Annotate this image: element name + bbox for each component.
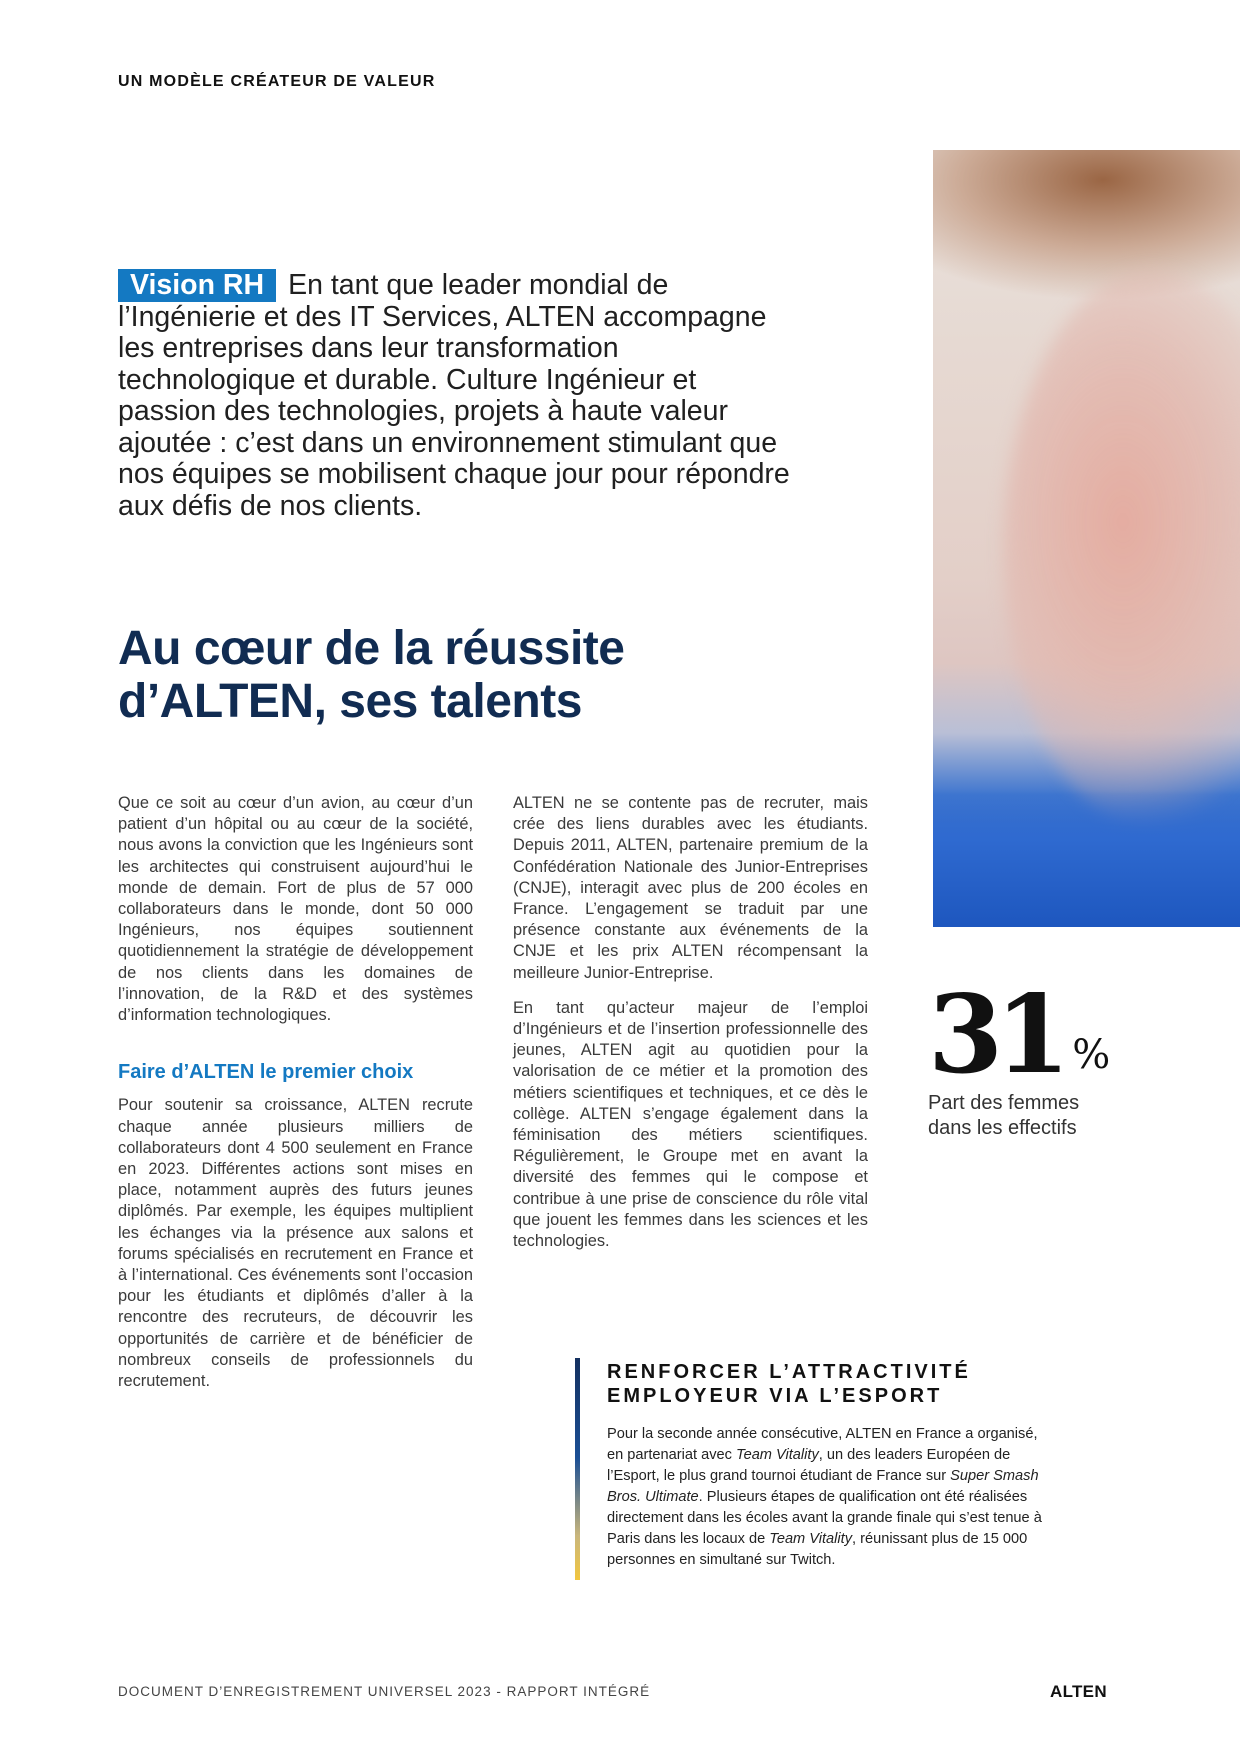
- callout-title-line-1: RENFORCER L’ATTRACTIVITÉ: [607, 1361, 971, 1383]
- callout-text-4: , réunissant plus de 15 000 personnes en simultané sur Twitch.: [607, 1531, 1028, 1568]
- callout-text-2: , un des leaders Européen de l’Esport, le plus grand tournoi étudiant de France sur: [607, 1447, 1011, 1484]
- stat-label: [928, 1091, 1168, 1141]
- callout-italic-2: Super Smash Bros. Ultimate: [607, 1468, 1039, 1505]
- vision-rh-tag: Vision RH: [118, 269, 276, 302]
- photo-face-area: [1003, 270, 1240, 830]
- callout-text-3: . Plusieurs étapes de qualification ont été réalisées directement dans les écoles avant la grande finale qui s’est tenue à Paris dans les locaux de: [607, 1489, 1042, 1547]
- intro-text: En tant que leader mondial de l’Ingénierie et des IT Services, ALTEN accompagne les entreprises dans leur transformation technologique et durable. Culture Ingénieur et passion des technologies, projets à haute valeur ajoutée : c’est dans un environnement stimulant que nos équipes se mobilisent chaque jour pour répondre aux défis de nos clients.: [118, 269, 790, 522]
- body-column-1: [118, 793, 473, 1406]
- stat-label-line-1: Part des femmes: [928, 1092, 1080, 1114]
- callout-text-1: Pour la seconde année consécutive, ALTEN en France a organisé, en partenariat avec: [607, 1426, 1038, 1463]
- callout-title: [607, 1360, 971, 1408]
- footer-document-title: DOCUMENT D’ENREGISTREMENT UNIVERSEL 2023 - RAPPORT INTÉGRÉ: [118, 1684, 651, 1699]
- footer-brand-logo: ALTEN: [1050, 1682, 1107, 1701]
- callout-body: [607, 1424, 1057, 1571]
- column1-subheading: Faire d’ALTEN le premier choix: [118, 1061, 414, 1084]
- photo-shirt-area: [933, 790, 1240, 927]
- stat-label-line-2: dans les effectifs: [928, 1117, 1077, 1139]
- portrait-photo: [933, 150, 1240, 927]
- stat-unit: %: [1072, 1032, 1111, 1078]
- callout-title-line-2: EMPLOYEUR VIA L’ESPORT: [607, 1385, 943, 1407]
- column1-paragraph-1: Que ce soit au cœur d’un avion, au cœur d’un patient d’un hôpital ou au cœur de la société, nous avons la conviction que les Ingénieurs sont les architectes qui construisent aujourd’hui le monde de demain. Fort de plus de 57 000 collaborateurs dans le monde, dont 50 000 Ingénieurs, nos équipes soutiennent quotidiennement la stratégie de développement de nos clients dans les domaines de l’innovation, de la R&D et des systèmes d’information technologiques.: [118, 794, 473, 1025]
- column1-paragraph-2: Pour soutenir sa croissance, ALTEN recrute chaque année plusieurs milliers de collaborateurs dont 4 500 seulement en France en 2023. Différentes actions sont mises en place, notamment auprès des futurs jeunes diplômés. Par exemple, les équipes multiplient les échanges via la présence aux salons et forums spécialisés en recrutement en France et à l’international. Ces événements sont l’occasion pour les étudiants et diplômés d’aller à la rencontre des recruteurs, de découvrir les opportunités de carrière et de bénéficier de nombreux conseils de professionnels du recrutement.: [118, 1096, 473, 1391]
- intro-paragraph: [118, 270, 798, 522]
- section-kicker: UN MODÈLE CRÉATEUR DE VALEUR: [118, 73, 436, 90]
- callout-italic-1: Team Vitality: [736, 1447, 819, 1463]
- headline-line-1: Au cœur de la réussite: [118, 622, 625, 675]
- column2-paragraph-2: En tant qu’acteur majeur de l’emploi d’Ingénieurs et de l’insertion professionnelle des jeunes, ALTEN agit au quotidien pour la valorisation de ce métier et la promotion des métiers scientifiques et techniques, et ce dès le collège. ALTEN s’engage également dans la féminisation des métiers scientifiques. Régulièrement, le Groupe met en avant la diversité des femmes qui le compose et contribue à une prise de conscience du rôle vital que jouent les femmes dans les sciences et les technologies.: [513, 998, 868, 1251]
- column2-paragraph-1: ALTEN ne se contente pas de recruter, mais crée des liens durables avec les étudiants. Depuis 2011, ALTEN, partenaire premium de la Confédération Nationale des Junior-Entreprises (CNJE), interagit avec plus de 200 écoles en France. L’engagement se traduit par une présence constante aux événements de la CNJE et les prix ALTEN récompensant la meilleure Junior-Entreprise.: [513, 794, 868, 982]
- callout-accent-bar: [575, 1358, 580, 1580]
- page-headline: [118, 622, 818, 728]
- esport-callout: [575, 1358, 1055, 1578]
- women-share-stat: [928, 972, 1168, 1141]
- callout-italic-3: Team Vitality: [769, 1531, 852, 1547]
- body-column-2: [513, 793, 868, 1266]
- stat-value: 31: [928, 972, 1063, 1098]
- headline-line-2: d’ALTEN, ses talents: [118, 675, 582, 728]
